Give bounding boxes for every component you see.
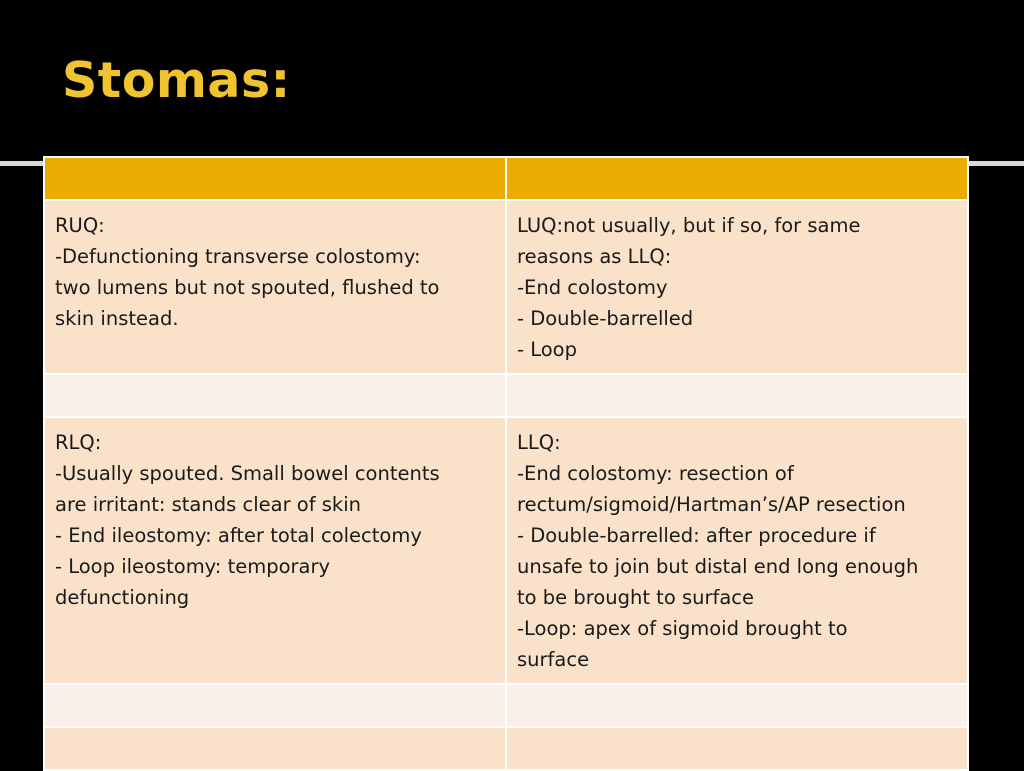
llq-line: to be brought to surface xyxy=(517,586,755,609)
title-band xyxy=(0,0,1024,161)
cell-llq xyxy=(506,417,968,684)
ruq-line: two lumens but not spouted, flushed to xyxy=(55,276,440,299)
spacer-cell-right xyxy=(506,684,968,727)
llq-line: -End colostomy: resection of xyxy=(517,462,794,485)
cell-rlq xyxy=(44,417,506,684)
empty-cell-right xyxy=(506,727,968,770)
ruq-line: -Defunctioning transverse colostomy: xyxy=(55,245,421,268)
rlq-line: defunctioning xyxy=(55,586,190,609)
ruq-heading: RUQ: xyxy=(55,214,105,237)
llq-line: unsafe to join but distal end long enough xyxy=(517,555,919,578)
rlq-line: - End ileostomy: after total colectomy xyxy=(55,524,422,547)
table-row-upper-quadrants xyxy=(44,200,968,374)
spacer-cell-left xyxy=(44,684,506,727)
llq-heading: LLQ: xyxy=(517,431,561,454)
rlq-line: -Usually spouted. Small bowel contents xyxy=(55,462,440,485)
slide-title: Stomas: xyxy=(62,52,291,109)
luq-line: -End colostomy xyxy=(517,276,668,299)
cell-ruq xyxy=(44,200,506,374)
spacer-cell-right xyxy=(506,374,968,417)
table-row-lower-quadrants xyxy=(44,417,968,684)
stoma-table xyxy=(43,156,969,771)
luq-line: - Loop xyxy=(517,338,577,361)
spacer-cell-left xyxy=(44,374,506,417)
rlq-line: are irritant: stands clear of skin xyxy=(55,493,362,516)
table-spacer-row xyxy=(44,684,968,727)
empty-cell-left xyxy=(44,727,506,770)
luq-heading: LUQ:not usually, but if so, for same xyxy=(517,214,861,237)
header-cell-left xyxy=(44,157,506,200)
ruq-line: skin instead. xyxy=(55,307,179,330)
luq-line: reasons as LLQ: xyxy=(517,245,672,268)
rlq-heading: RLQ: xyxy=(55,431,102,454)
table-header-row xyxy=(44,157,968,200)
llq-line: surface xyxy=(517,648,590,671)
llq-line: rectum/sigmoid/Hartman’s/AP resection xyxy=(517,493,906,516)
rlq-line: - Loop ileostomy: temporary xyxy=(55,555,331,578)
header-cell-right xyxy=(506,157,968,200)
table-empty-row xyxy=(44,727,968,770)
llq-line: -Loop: apex of sigmoid brought to xyxy=(517,617,848,640)
cell-luq xyxy=(506,200,968,374)
llq-line: - Double-barrelled: after procedure if xyxy=(517,524,876,547)
luq-line: - Double-barrelled xyxy=(517,307,694,330)
table-spacer-row xyxy=(44,374,968,417)
